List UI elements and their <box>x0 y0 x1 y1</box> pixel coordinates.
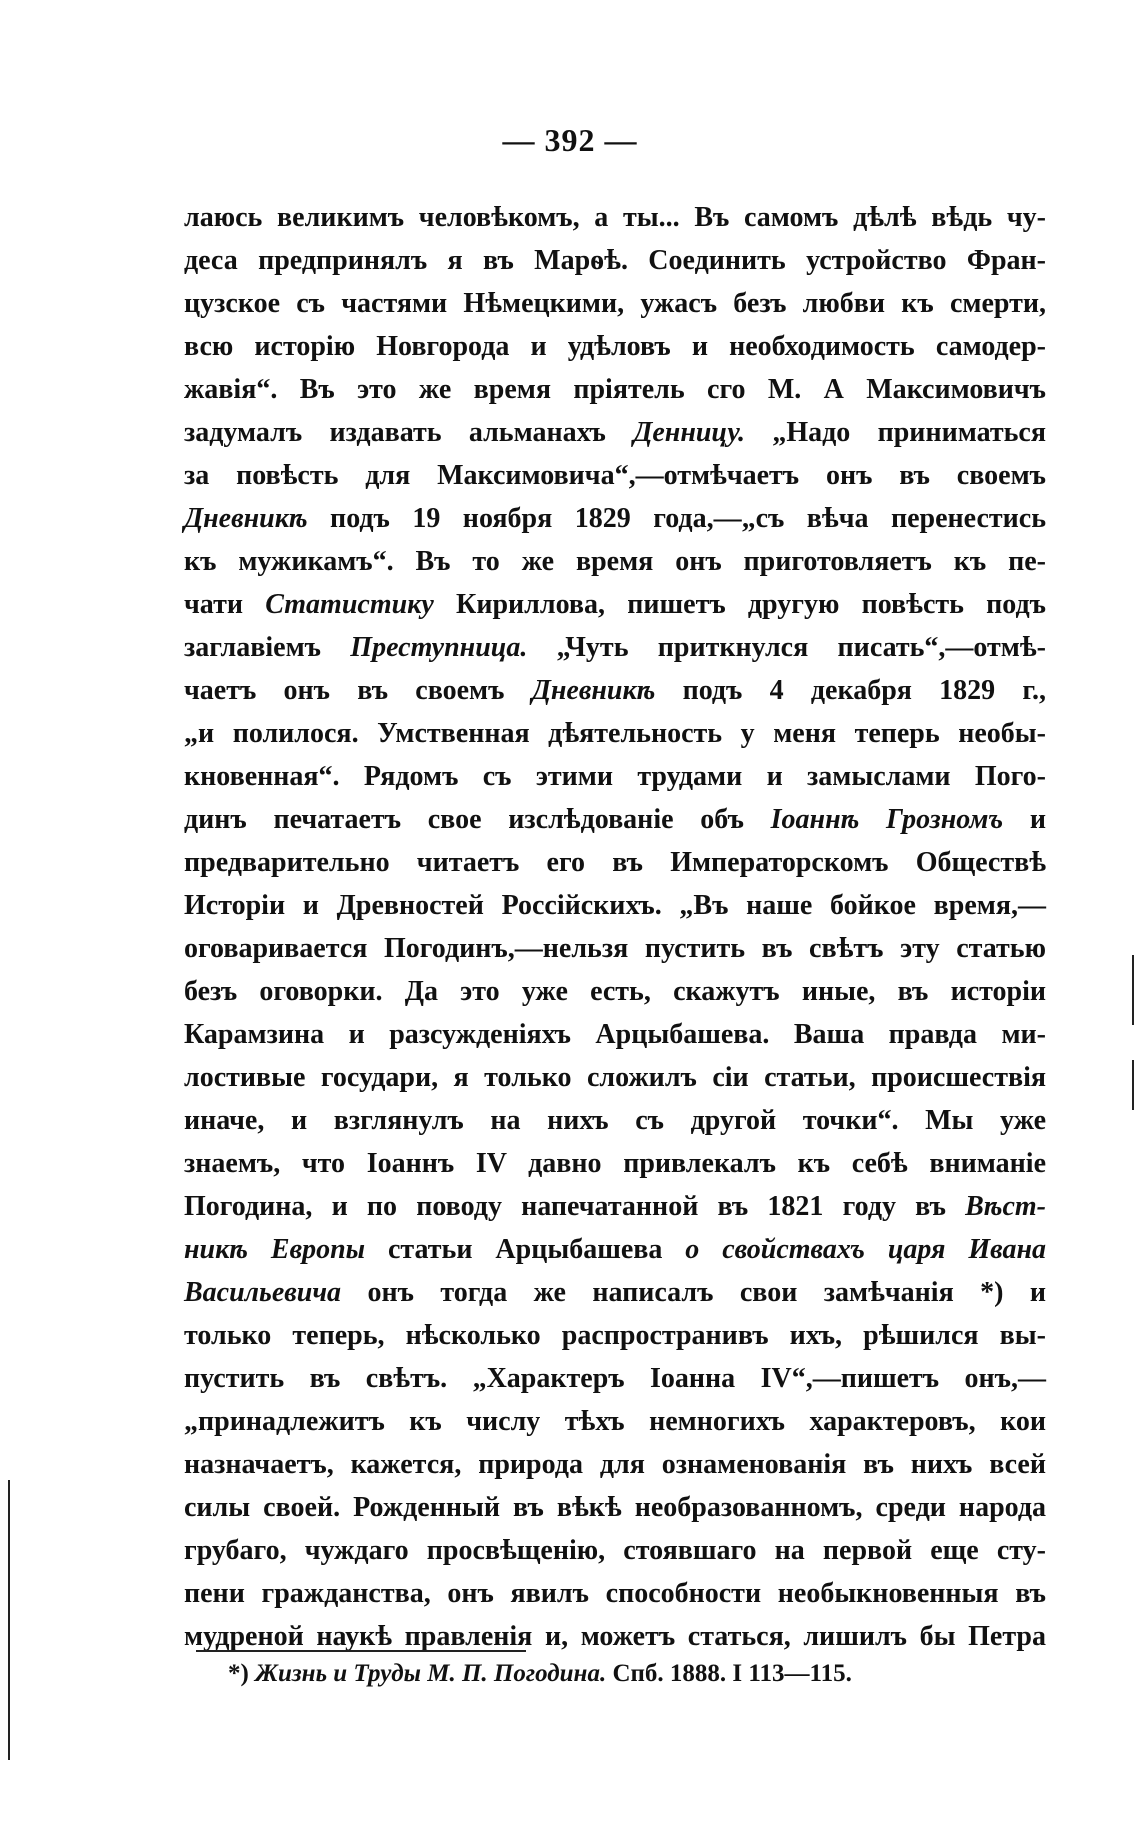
scan-edge-mark <box>8 1480 10 1760</box>
text-span: кновенная“. Рядомъ съ этими трудами и замыслами Пого- <box>184 761 1046 792</box>
text-span: „принадлежитъ къ числу тѣхъ немногихъ характеровъ, кои <box>184 1406 1046 1437</box>
italic-title: Дневникѣ <box>184 503 308 534</box>
text-span: предварительно читаетъ его въ Императорскомъ Обществѣ <box>184 847 1046 878</box>
text-span: мудреной наукѣ правленія и, можетъ статься, лишилъ бы Петра <box>184 1621 1046 1652</box>
text-span: пустить въ свѣтъ. „Характеръ Іоанна IV“,—пишетъ онъ,— <box>184 1363 1046 1394</box>
text-span: за повѣсть для Максимовича“,—отмѣчаетъ онъ въ своемъ <box>184 460 1046 491</box>
text-span: Карамзина и разсужденіяхъ Арцыбашева. Ваша правда ми- <box>184 1019 1046 1050</box>
text-line <box>184 712 1046 755</box>
text-span: лаюсь великимъ человѣкомъ, а ты... Въ самомъ дѣлѣ вѣдь чу- <box>184 202 1046 233</box>
footnote-reference: Спб. 1888. I 113—115. <box>606 1660 852 1687</box>
text-span: онъ тогда же написалъ свои замѣчанія *) и <box>341 1277 1046 1308</box>
text-span: Погодина, и по поводу напечатанной въ 1821 году въ <box>184 1191 966 1222</box>
italic-title: о свойствахъ царя Ивана <box>685 1234 1047 1265</box>
text-span: Исторіи и Древностей Россійскихъ. „Въ наше бойкое время,— <box>184 890 1046 921</box>
text-span: всю исторію Новгорода и удѣловъ и необходимость самодер- <box>184 331 1046 362</box>
text-span: задумалъ издавать альманахъ <box>184 417 634 448</box>
italic-title: Іоаннѣ Грозномъ <box>770 804 1004 835</box>
text-span: къ мужикамъ“. Въ то же время онъ приготовляетъ къ пе- <box>184 546 1046 577</box>
text-span: цузское съ частями Нѣмецкими, ужасъ безъ любви къ смерти, <box>184 288 1046 319</box>
text-line <box>184 540 1046 583</box>
text-line <box>184 282 1046 325</box>
page-number: — 392 — <box>502 122 638 158</box>
text-line <box>184 1314 1046 1357</box>
text-line <box>184 1056 1046 1099</box>
text-span: и <box>1003 804 1046 835</box>
text-line <box>184 755 1046 798</box>
text-span: „и полилося. Умственная дѣятельность у меня теперь необы- <box>184 718 1046 749</box>
text-span: знаемъ, что Іоаннъ IV давно привлекалъ къ себѣ вниманіе <box>184 1148 1046 1179</box>
text-line <box>184 583 1046 626</box>
text-span: иначе, и взглянулъ на нихъ съ другой точки“. Мы уже <box>184 1105 1046 1136</box>
italic-title: Дневникѣ <box>531 675 656 706</box>
text-line <box>184 884 1046 927</box>
scan-edge-mark <box>1132 1060 1134 1110</box>
text-line <box>184 368 1046 411</box>
text-line <box>184 325 1046 368</box>
text-span: Кириллова, пишетъ другую повѣсть подъ <box>433 589 1046 620</box>
text-line <box>184 497 1046 540</box>
text-span: безъ оговорки. Да это уже есть, скажутъ иные, въ исторіи <box>184 976 1046 1007</box>
text-span: деса предпринялъ я въ Марѳѣ. Соединить устройство Фран- <box>184 245 1046 276</box>
text-line <box>184 1271 1046 1314</box>
text-line <box>184 1142 1046 1185</box>
text-span: жавія“. Въ это же время пріятель сго М. А Максимовичъ <box>184 374 1046 405</box>
text-span: динъ печатаетъ свое изслѣдованіе объ <box>184 804 771 835</box>
text-span: подъ 4 декабря 1829 г., <box>655 675 1046 706</box>
text-line <box>184 1486 1046 1529</box>
body-text <box>184 196 1046 1658</box>
text-line <box>184 411 1046 454</box>
text-line <box>184 454 1046 497</box>
italic-title: Преступница. <box>350 632 528 663</box>
text-span: чаетъ онъ въ своемъ <box>184 675 532 706</box>
text-span: заглавіемъ <box>184 632 351 663</box>
text-span: грубаго, чуждаго просвѣщенію, стоявшаго на первой еще сту- <box>184 1535 1046 1566</box>
footnote-divider <box>196 1650 526 1652</box>
italic-title: Денницу. <box>633 417 746 448</box>
text-span: чати <box>184 589 266 620</box>
text-span: „Надо приниматься <box>745 417 1046 448</box>
text-line <box>184 1228 1046 1271</box>
footnote <box>228 1657 852 1691</box>
text-line <box>184 196 1046 239</box>
italic-title: Васильевича <box>184 1277 342 1308</box>
italic-title: Вѣст- <box>965 1191 1046 1222</box>
text-span: назначаетъ, кажется, природа для ознаменованія въ нихъ всей <box>184 1449 1046 1480</box>
text-line <box>184 669 1046 712</box>
italic-title: Статистику <box>265 589 434 620</box>
text-line <box>184 970 1046 1013</box>
text-span: лостивые государи, я только сложилъ сіи статьи, происшествія <box>184 1062 1046 1093</box>
text-span: только теперь, нѣсколько распространивъ ихъ, рѣшился вы- <box>184 1320 1046 1351</box>
text-span: силы своей. Рожденный въ вѣкѣ необразованномъ, среди народа <box>184 1492 1046 1523</box>
text-line <box>184 1185 1046 1228</box>
footnote-marker: *) <box>228 1660 256 1687</box>
text-span: подъ 19 ноября 1829 года,—„съ вѣча перенестись <box>307 503 1046 534</box>
scan-edge-mark <box>1132 955 1134 1025</box>
text-line <box>184 927 1046 970</box>
text-span: статьи Арцыбашева <box>365 1234 686 1265</box>
text-span: оговаривается Погодинъ,—нельзя пустить въ свѣтъ эту статью <box>184 933 1046 964</box>
italic-title: никѣ Европы <box>184 1234 366 1265</box>
text-line <box>184 1529 1046 1572</box>
text-span: пени гражданства, онъ явилъ способности необыкновенныя въ <box>184 1578 1046 1609</box>
text-line <box>184 798 1046 841</box>
text-line <box>184 1357 1046 1400</box>
text-line <box>184 1443 1046 1486</box>
text-line <box>184 1013 1046 1056</box>
footnote-title: Жизнь и Труды М. П. Погодина. <box>255 1660 607 1687</box>
text-line <box>184 1099 1046 1142</box>
text-line <box>184 626 1046 669</box>
text-line <box>184 841 1046 884</box>
text-line <box>184 1400 1046 1443</box>
text-line <box>184 239 1046 282</box>
text-line <box>184 1572 1046 1615</box>
text-span: „Чуть приткнулся писать“,—отмѣ- <box>527 632 1047 663</box>
